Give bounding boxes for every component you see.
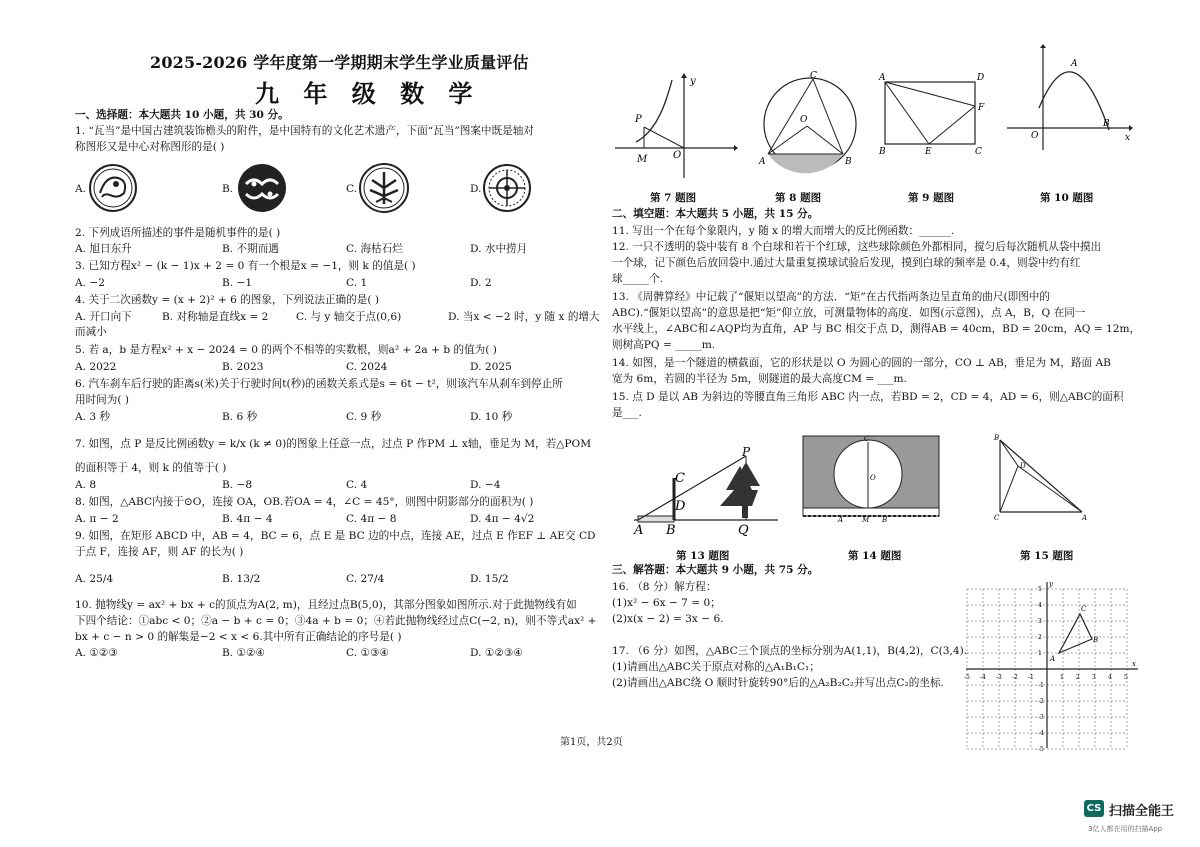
q9-text: 9. 如图，在矩形 ABCD 中，AB = 4，BC = 6，点 E 是 BC 边的中点，连接 AE，过点 E 作EF ⊥ AE交 CD [75, 530, 596, 542]
q9-option-c: C. 27/4 [346, 573, 385, 585]
section2-heading: 二、填空题：本大题共 5 小题，共 15 分。 [612, 208, 819, 220]
svg-text:O: O [1031, 131, 1039, 141]
y-tick-label: -4 [1038, 730, 1044, 737]
q3-option-c: C. 1 [346, 277, 368, 289]
x-tick-label: 2 [1076, 674, 1080, 681]
q17-text: 17. （6 分）如图，△ABC三个顶点的坐标分别为A(1,1)，B(4,2)，C(3,4). [612, 645, 968, 657]
q4-option-a: A. 开口向下 [75, 311, 132, 323]
svg-text:B: B [882, 516, 888, 524]
x-tick-label: 1 [1060, 674, 1064, 681]
svg-text:B: B [879, 147, 886, 157]
q7-text: 7. 如图，点 P 是反比例函数y = k/x (k ≠ 0)的图象上任意一点，过点 P 作PM ⊥ x轴，垂足为 M，若△POM [75, 438, 592, 450]
q10-text-2: 下四个结论：①abc < 0；②a − b + c = 0；③4a + b = 0；④若此抛物线经过点C(−2, n)，则不等式ax² + [75, 615, 597, 627]
x-tick-label: -3 [996, 674, 1002, 681]
svg-text:Q: Q [738, 523, 749, 538]
point-c-label: C [1081, 605, 1087, 613]
q4-option-b: B. 对称轴是直线x = 2 [162, 311, 269, 323]
point-a-label: A [1050, 655, 1056, 663]
q10-option-c: C. ①③④ [346, 647, 389, 659]
caption-q13: 第 13 题图 [676, 550, 730, 562]
q7-option-c: C. 4 [346, 479, 368, 491]
svg-text:C: C [810, 71, 817, 81]
q14-text: 14. 如图，是一个隧道的横截面，它的形状是以 O 为圆心的圆的一部分，CO ⊥ AB，垂足为 M，路面 AB [612, 357, 1111, 369]
q10-option-b: B. ①②④ [222, 647, 266, 659]
y-tick-label: -1 [1038, 682, 1044, 689]
caption-q14: 第 14 题图 [848, 550, 902, 562]
svg-text:M: M [862, 516, 870, 524]
svg-text:x: x [1125, 133, 1131, 143]
q8-option-d: D. 4π − 4√2 [470, 513, 535, 525]
x-tick-label: -5 [964, 674, 970, 681]
y-tick-label: 2 [1038, 634, 1042, 641]
q7-option-a: A. 8 [75, 479, 97, 491]
svg-text:D: D [977, 73, 985, 83]
svg-text:O: O [870, 474, 876, 482]
section1-heading: 一、选择题：本大题共 10 小题，共 30 分。 [75, 109, 289, 121]
svg-text:B: B [666, 523, 676, 538]
y-tick-label: 4 [1038, 602, 1042, 609]
q15-text: 15. 点 D 是以 AB 为斜边的等腰直角三角形 ABC 内一点，若BD = 2，CD = 4，AD = 6，则△ABC的面积 [612, 391, 1124, 403]
svg-text:O: O [800, 115, 808, 125]
q3-option-b: B. −1 [222, 277, 253, 289]
q15-text-2: 是___. [612, 407, 642, 419]
svg-text:A: A [879, 73, 886, 83]
triangle-abc [1059, 614, 1092, 653]
x-tick-label: 5 [1124, 674, 1128, 681]
caption-q7: 第 7 题图 [650, 192, 697, 204]
q7-option-d: D. −4 [470, 479, 501, 491]
page-footer: 第1页，共2页 [560, 737, 623, 748]
q2-option-a: A. 旭日东升 [75, 243, 132, 255]
q1-option-a-label: A. [75, 183, 87, 195]
svg-text:C: C [994, 514, 1000, 522]
q9-option-d: D. 15/2 [470, 573, 509, 585]
q6-text: 6. 汽车刹车后行驶的距离s(米)关于行驶时间t(秒)的函数关系式是s = 6t − t²，则该汽车从刹车到停止所 [75, 378, 563, 390]
svg-text:P: P [742, 445, 751, 459]
q17-part2: (2)请画出△ABC绕 O 顺时针旋转90°后的△A₂B₂C₂并写出点C₂的坐标. [612, 677, 944, 689]
q1-text: 1. “瓦当”是中国古建筑装饰檐头的附件，是中国特有的文化艺术遗产，下面“瓦当”图案中既是轴对 [75, 125, 534, 137]
q9-text-cont: 于点 F，连接 AF，则 AF 的长为( ) [75, 546, 244, 558]
caption-q8: 第 8 题图 [775, 192, 822, 204]
x-tick-label: 4 [1108, 674, 1112, 681]
figure-q7 [610, 70, 740, 182]
svg-text:C: C [675, 471, 685, 486]
q6-option-b: B. 6 秒 [222, 411, 258, 423]
x-tick-label: -4 [980, 674, 986, 681]
svg-text:y: y [690, 76, 696, 87]
figure-q10 [1005, 44, 1135, 154]
q3-option-a: A. −2 [75, 277, 106, 289]
svg-text:A: A [759, 157, 766, 167]
q4-option-d-cont: 而减小 [75, 326, 107, 338]
y-tick-label: 3 [1038, 618, 1042, 625]
y-tick-label: -3 [1038, 714, 1044, 721]
caption-q15: 第 15 题图 [1020, 550, 1074, 562]
svg-text:B: B [845, 157, 852, 167]
q7-option-b: B. −8 [222, 479, 253, 491]
q1-tile-d-image [482, 163, 532, 213]
q1-text-cont: 称图形又是中心对称图形的是( ) [75, 141, 225, 153]
q16-text: 16. （8 分）解方程： [612, 581, 717, 593]
q1-option-c-label: C. [346, 183, 358, 195]
q7-text-cont: 的面积等于 4，则 k 的值等于( ) [75, 462, 227, 474]
svg-text:A: A [634, 523, 644, 538]
x-tick-label: 3 [1092, 674, 1096, 681]
q5-option-b: B. 2023 [222, 361, 264, 373]
y-tick-label: 5 [1038, 586, 1042, 593]
q8-text: 8. 如图，△ABC内接于⊙O，连接 OA，OB.若OA = 4，∠C = 45°，则图中阴影部分的面积为( ) [75, 496, 534, 508]
svg-text:D: D [675, 499, 686, 514]
point-b-label: B [1093, 636, 1099, 644]
q10-text-3: bx + c − n > 0 的解集是−2 < x < 6.其中所有正确结论的序号是( ) [75, 631, 402, 643]
q4-option-d: D. 当x < −2 时，y 随 x 的增大 [448, 311, 600, 323]
caption-q9: 第 9 题图 [908, 192, 955, 204]
q13-text-4: 则树高PQ = _____m. [612, 339, 716, 351]
q1-tile-a-image [88, 163, 138, 213]
q16-part1: (1)x² − 6x − 7 = 0； [612, 597, 721, 609]
q5-text: 5. 若 a，b 是方程x² + x − 2024 = 0 的两个不相等的实数根，则a² + 2a + b 的值为( ) [75, 344, 497, 356]
caption-q10: 第 10 题图 [1040, 192, 1094, 204]
x-axis-label: x [1132, 660, 1136, 668]
q2-option-b: B. 不期而遇 [222, 243, 279, 255]
q10-option-d: D. ①②③④ [470, 647, 523, 659]
q6-option-d: D. 10 秒 [470, 411, 513, 423]
exam-title: 2025-2026 学年度第一学期期末学生学业质量评估 [150, 53, 529, 72]
camscanner-logo-icon: CS [1084, 800, 1104, 817]
q8-option-c: C. 4π − 8 [346, 513, 397, 525]
q6-option-c: C. 9 秒 [346, 411, 382, 423]
svg-text:E: E [925, 147, 932, 157]
y-tick-label: -2 [1038, 698, 1044, 705]
q13-text: 13. 《周髀算经》中记载了“偃矩以望高”的方法．“矩”在古代指两条边呈直角的曲尺(即图中的 [612, 291, 1050, 303]
svg-text:P: P [635, 114, 642, 125]
q8-option-b: B. 4π − 4 [222, 513, 273, 525]
figure-q15 [990, 432, 1090, 524]
q14-text-2: 宽为 6m，若圆的半径为 5m，则隧道的最大高度CM = ___m. [612, 373, 907, 385]
q12-text: 12. 一只不透明的袋中装有 8 个白球和若干个红球，这些球除颜色外都相同，搅匀后每次随机从袋中摸出 [612, 241, 1102, 253]
q5-option-a: A. 2022 [75, 361, 117, 373]
figure-q9 [875, 70, 995, 160]
q2-option-c: C. 海枯石烂 [346, 243, 403, 255]
q10-text: 10. 抛物线y = ax² + bx + c的顶点为A(2, m)，且经过点B(5,0)，其部分图象如图所示.对于此抛物线有如 [75, 599, 577, 611]
q9-option-a: A. 25/4 [75, 573, 114, 585]
q2-option-d: D. 水中捞月 [470, 243, 528, 255]
x-tick-label: -1 [1028, 674, 1034, 681]
figure-q17-grid [964, 578, 1142, 753]
y-tick-label: -5 [1038, 746, 1044, 753]
q8-option-a: A. π − 2 [75, 513, 119, 525]
svg-text:O: O [673, 150, 682, 161]
q5-option-c: C. 2024 [346, 361, 388, 373]
section3-heading: 三、解答题：本大题共 9 小题，共 75 分。 [612, 564, 819, 576]
svg-text:B: B [994, 434, 1000, 442]
y-axis-label: y [1049, 580, 1053, 588]
q1-tile-c-image [358, 162, 410, 214]
q6-option-a: A. 3 秒 [75, 411, 111, 423]
q5-option-d: D. 2025 [470, 361, 512, 373]
q16-part2: (2)x(x − 2) = 3x − 6. [612, 613, 724, 625]
figure-q13 [628, 442, 788, 540]
x-tick-label: -2 [1012, 674, 1018, 681]
q9-option-b: B. 13/2 [222, 573, 261, 585]
q2-text: 2. 下列成语所描述的事件是随机事件的是( ) [75, 227, 281, 239]
q12-text-2: 一个球，记下颜色后放回袋中.通过大量重复摸球试验后发现，摸到白球的频率是 0.4，则袋中约有红 [612, 257, 1081, 269]
q3-option-d: D. 2 [470, 277, 492, 289]
q6-text-cont: 用时间为( ) [75, 394, 130, 406]
svg-text:M: M [637, 154, 648, 165]
figure-q8 [755, 68, 865, 180]
svg-text:D: D [1020, 462, 1026, 470]
q11-text: 11. 写出一个在每个象限内，y 随 x 的增大而增大的反比例函数：______. [612, 225, 955, 237]
camscanner-app-name: 扫描全能王 [1109, 804, 1175, 819]
svg-text:A: A [1071, 59, 1078, 69]
svg-text:C: C [864, 435, 870, 443]
q3-text: 3. 已知方程x² − (k − 1)x + 2 = 0 有一个根是x = −1，则 k 的值是( ) [75, 260, 416, 272]
svg-text:B: B [1103, 119, 1110, 129]
q1-tile-b-image [236, 162, 288, 214]
q17-part1: (1)请画出△ABC关于原点对称的△A₁B₁C₁； [612, 661, 820, 673]
figure-q14 [798, 432, 948, 524]
q13-text-2: ABC).“偃矩以望高”的意思是把“矩”仰立放，可测量物体的高度．如图(示意图)，点 A，B，Q 在同一 [612, 307, 1086, 319]
q1-option-d-label: D. [470, 183, 482, 195]
q4-text: 4. 关于二次函数y = (x + 2)² + 6 的图象，下列说法正确的是( ) [75, 294, 379, 306]
svg-text:A: A [838, 516, 844, 524]
svg-text:C: C [975, 147, 982, 157]
q12-text-3: 球_____个. [612, 273, 664, 285]
q1-option-b-label: B. [222, 183, 234, 195]
q13-text-3: 水平线上，∠ABC和∠AQP均为直角，AP 与 BC 相交于点 D，测得AB = 40cm，BD = 20cm，AQ = 12m， [612, 323, 1141, 335]
camscanner-tagline: 3亿人都在用的扫描App [1088, 825, 1163, 833]
q4-option-c: C. 与 y 轴交于点(0,6) [296, 311, 402, 323]
subject-title: 九 年 级 数 学 [255, 79, 481, 108]
svg-text:F: F [978, 103, 985, 113]
y-tick-label: 1 [1038, 650, 1042, 657]
svg-text:A: A [1082, 514, 1088, 522]
q10-option-a: A. ①②③ [75, 647, 118, 659]
